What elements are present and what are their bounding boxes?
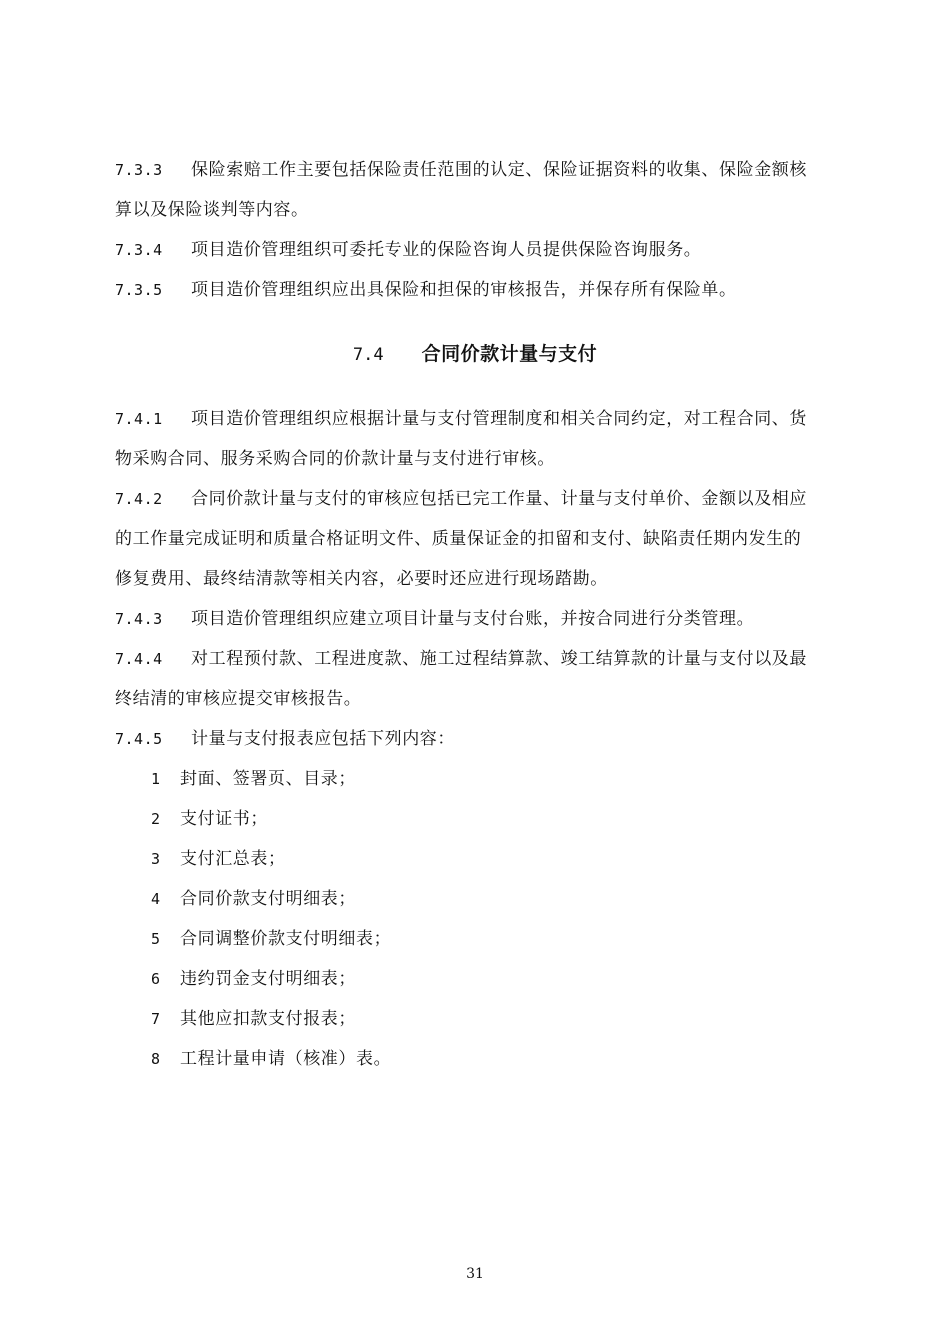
clause-text: 对工程预付款、工程进度款、施工过程结算款、竣工结算款的计量与支付以及最 [191,649,807,669]
clause-7-4-2-continuation-1: 的工作量完成证明和质量合格证明文件、质量保证金的扣留和支付、缺陷责任期内发生的 [115,529,802,549]
list-item [151,808,268,830]
list-item-number: 2 [151,810,161,828]
list-item-text: 封面、签署页、目录； [180,769,356,789]
clause-7-4-4-continuation: 终结清的审核应提交审核报告。 [115,689,362,709]
clause-text: 项目造价管理组织可委托专业的保险咨询人员提供保险咨询服务。 [191,240,702,260]
list-item-number: 8 [151,1050,161,1068]
list-item [151,1008,356,1030]
section-number: 7.4 [352,345,384,365]
clause-text: 保险索赔工作主要包括保险责任范围的认定、保险证据资料的收集、保险金额核 [191,160,807,180]
list-item-text: 其他应扣款支付报表； [180,1009,356,1029]
list-item [151,928,391,950]
list-item-text: 支付汇总表； [180,849,286,869]
list-item-number: 6 [151,970,161,988]
list-item-number: 3 [151,850,161,868]
clause-7-4-1-continuation: 物采购合同、服务采购合同的价款计量与支付进行审核。 [115,449,555,469]
clause-number: 7.4.2 [115,490,163,508]
clause-number: 7.3.3 [115,161,163,179]
list-item [151,968,356,990]
list-item-text: 支付证书； [180,809,268,829]
clause-7-4-1 [115,408,860,430]
list-item-text: 违约罚金支付明细表； [180,969,356,989]
section-title: 合同价款计量与支付 [421,343,598,365]
list-item [151,848,286,870]
clause-number: 7.4.5 [115,730,163,748]
clause-number: 7.4.3 [115,610,163,628]
section-heading [0,342,950,367]
clause-7-3-3 [115,159,860,181]
clause-text: 项目造价管理组织应出具保险和担保的审核报告，并保存所有保险单。 [191,280,737,300]
clause-7-4-3 [115,608,860,630]
clause-7-4-2-continuation-2: 修复费用、最终结清款等相关内容，必要时还应进行现场踏勘。 [115,569,608,589]
clause-7-3-3-continuation: 算以及保险谈判等内容。 [115,200,309,220]
list-item-number: 5 [151,930,161,948]
clause-number: 7.3.5 [115,281,163,299]
list-item-text: 合同调整价款支付明细表； [180,929,392,949]
list-item [151,888,356,910]
page-number: 31 [466,1266,484,1282]
list-item-number: 1 [151,770,161,788]
clause-text: 项目造价管理组织应建立项目计量与支付台账，并按合同进行分类管理。 [191,609,755,629]
clause-7-3-4 [115,239,860,261]
clause-text: 项目造价管理组织应根据计量与支付管理制度和相关合同约定，对工程合同、货 [191,409,807,429]
clause-number: 7.3.4 [115,241,163,259]
list-item [151,768,356,790]
clause-7-4-2 [115,488,860,510]
clause-7-3-5 [115,279,860,301]
clause-text: 合同价款计量与支付的审核应包括已完工作量、计量与支付单价、金额以及相应 [191,489,807,509]
clause-number: 7.4.4 [115,650,163,668]
clause-number: 7.4.1 [115,410,163,428]
list-item-number: 4 [151,890,161,908]
list-item [151,1048,391,1070]
clause-7-4-5 [115,728,860,750]
clause-7-4-4 [115,648,860,670]
list-item-number: 7 [151,1010,161,1028]
list-item-text: 合同价款支付明细表； [180,889,356,909]
list-item-text: 工程计量申请（核准）表。 [180,1049,392,1069]
clause-text: 计量与支付报表应包括下列内容： [191,729,455,749]
